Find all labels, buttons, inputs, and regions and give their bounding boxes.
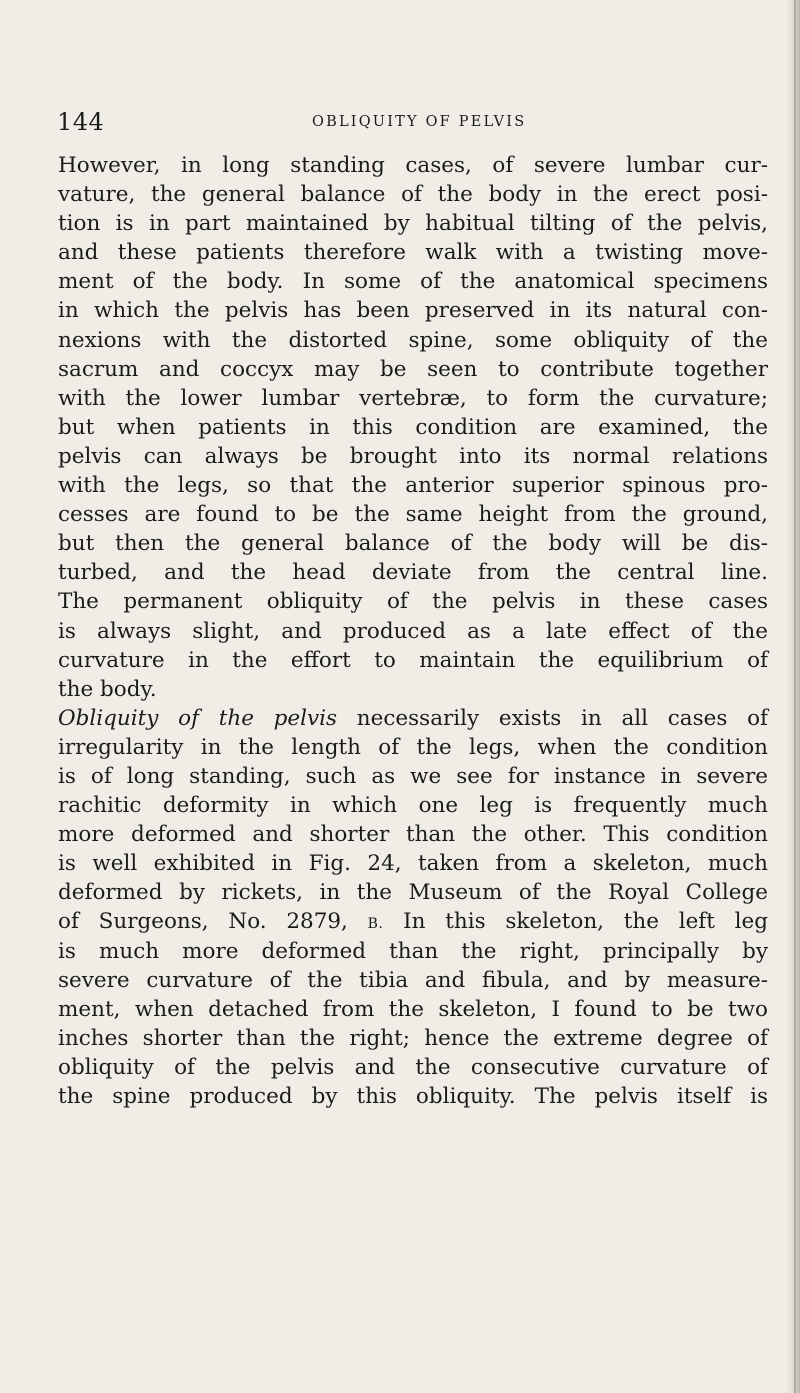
text-line: is of long standing, such as we see for instance in severe — [58, 763, 768, 789]
text-line: the body. — [58, 676, 157, 702]
specimen-ref-pre: of Surgeons, No. 2879, — [58, 909, 368, 935]
text-line — [58, 907, 768, 936]
text-line: severe curvature of the tibia and fibula, and by measure- — [58, 967, 768, 993]
text-line: is always slight, and produced as a late effect of the — [58, 618, 768, 644]
text-line: sacrum and coccyx may be seen to contribute together — [58, 356, 768, 382]
running-title: OBLIQUITY OF PELVIS — [312, 114, 527, 130]
running-head — [0, 108, 800, 138]
text-line: inches shorter than the right; hence the extreme degree of — [58, 1025, 768, 1051]
text-line: obliquity of the pelvis and the consecutive curvature of — [58, 1054, 768, 1080]
text-line: tion is in part maintained by habitual tilting of the pelvis, — [58, 211, 768, 237]
text-line: in which the pelvis has been preserved in its natural con- — [58, 298, 768, 324]
lead-rest: necessarily exists in all cases of — [337, 705, 768, 731]
text-line: and these patients therefore walk with a twisting move- — [58, 240, 768, 266]
text-line: but then the general balance of the body will be dis- — [58, 531, 768, 557]
specimen-letter: B. — [367, 916, 384, 933]
page-number: 144 — [57, 108, 105, 136]
text-line: The permanent obliquity of the pelvis in these cases — [58, 589, 768, 615]
text-line: turbed, and the head deviate from the central line. — [58, 560, 768, 586]
text-line: nexions with the distorted spine, some obliquity of the — [58, 327, 768, 353]
text-line: rachitic deformity in which one leg is frequently much — [58, 793, 768, 819]
text-line: is well exhibited in Fig. 24, taken from a skeleton, much — [58, 851, 768, 877]
text-line: is much more deformed than the right, principally by — [58, 938, 768, 964]
page-edge-line — [794, 0, 796, 1393]
text-line: However, in long standing cases, of severe lumbar cur- — [58, 153, 768, 178]
text-line: vature, the general balance of the body in the erect posi- — [58, 182, 768, 208]
text-line: but when patients in this condition are examined, the — [58, 414, 768, 440]
body-text — [58, 151, 768, 1111]
text-line: deformed by rickets, in the Museum of the Royal College — [58, 880, 768, 906]
text-line: pelvis can always be brought into its normal relations — [58, 443, 768, 469]
specimen-ref-post: In this skeleton, the left leg — [383, 909, 768, 935]
text-line: with the legs, so that the anterior superior spinous pro- — [58, 473, 768, 499]
page-edge-shadow — [786, 0, 800, 1393]
italic-lead: Obliquity of the pelvis — [58, 705, 338, 731]
text-line: cesses are found to be the same height from the ground, — [58, 502, 768, 528]
text-line: ment, when detached from the skeleton, I found to be two — [58, 996, 768, 1022]
text-line: ment of the body. In some of the anatomical specimens — [58, 269, 768, 295]
text-line: more deformed and shorter than the other. This condition — [58, 822, 768, 848]
text-line — [58, 704, 768, 733]
text-line: curvature in the effort to maintain the equilibrium of — [58, 647, 768, 673]
paragraph-1 — [58, 151, 768, 704]
text-line: irregularity in the length of the legs, when the condition — [58, 734, 768, 760]
text-line: the spine produced by this obliquity. The pelvis itself is — [58, 1084, 768, 1109]
text-line: with the lower lumbar vertebræ, to form the curvature; — [58, 385, 768, 411]
paragraph-2 — [58, 704, 768, 1111]
